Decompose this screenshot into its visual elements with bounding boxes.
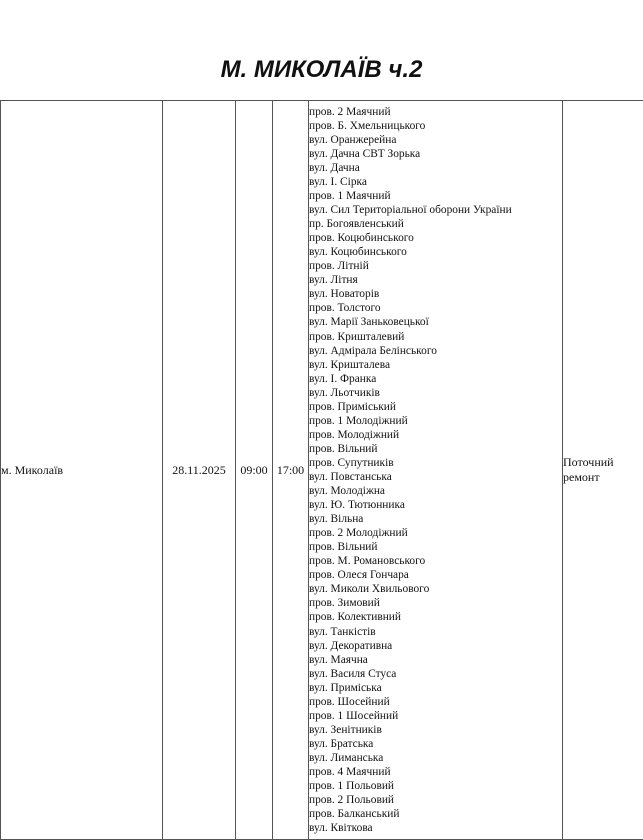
street-item: пров. Молодіжний xyxy=(309,428,400,441)
end-time-cell: 17:00 xyxy=(273,101,309,840)
street-item: пров. Колективний xyxy=(309,611,401,624)
street-item: пров. Приміський xyxy=(309,400,396,413)
street-item: пров. Літній xyxy=(309,260,369,273)
street-item: вул. Квіткова xyxy=(309,822,373,835)
page-title: М. МИКОЛАЇВ ч.2 xyxy=(220,56,423,83)
table-row xyxy=(1,101,643,840)
settlement-cell: м. Миколаїв xyxy=(1,101,163,840)
street-item: вул. Повстанська xyxy=(309,471,392,483)
street-item: вул. І. Франка xyxy=(309,372,377,385)
start-time-cell: 09:00 xyxy=(236,101,273,840)
reason-line-2: ремонт xyxy=(563,470,600,484)
street-item: пров. М. Романовського xyxy=(309,555,426,568)
street-item: пров. 2 Польовий xyxy=(309,794,395,807)
street-item: вул. Оранжерейна xyxy=(309,133,397,146)
street-item: пров. Кришталевий xyxy=(309,330,405,343)
street-item: вул. Дачна СВТ Зорька xyxy=(309,147,421,160)
street-item: вул. Ю. Тютюнника xyxy=(309,499,405,512)
street-item: вул. Льотчиків xyxy=(309,386,380,399)
street-item: вул. Миколи Хвильового xyxy=(309,583,430,596)
reason-cell xyxy=(563,101,643,840)
street-item: вул. Сил Територіальної оборони України xyxy=(309,204,512,217)
street-item: пров. Супутників xyxy=(309,456,394,469)
street-item: вул. Вільна xyxy=(309,513,364,526)
street-item: пров. 1 Молодіжний xyxy=(309,414,408,427)
street-item: вул. Кришталева xyxy=(309,358,391,371)
street-item: пров. 1 Маячний xyxy=(309,190,391,203)
street-item: вул. Коцюбинського xyxy=(309,246,407,259)
street-item: вул. Лиманська xyxy=(309,751,384,764)
street-item: вул. Адмірала Белінського xyxy=(309,344,437,357)
street-item: вул. І. Сірка xyxy=(309,176,367,189)
street-item: пр. Богоявленський xyxy=(309,218,404,231)
street-item: пров. Шосейний xyxy=(309,695,390,708)
street-item: вул. Братська xyxy=(309,737,374,750)
street-item: пров. 1 Польовий xyxy=(309,780,395,793)
street-list xyxy=(309,105,562,835)
street-item: вул. Марії Заньковецької xyxy=(309,316,429,329)
street-item: пров. 1 Шосейний xyxy=(309,709,399,722)
street-item: пров. Б. Хмельницького xyxy=(309,119,426,132)
street-item: вул. Новаторів xyxy=(309,288,380,301)
street-item: вул. Декоративна xyxy=(309,639,393,652)
street-item: вул. Молодіжна xyxy=(309,485,385,498)
streets-cell xyxy=(309,101,563,840)
street-item: вул. Дачна xyxy=(309,161,360,174)
street-item: пров. Зимовий xyxy=(309,597,380,610)
reason-line-1: Поточний xyxy=(563,455,614,469)
street-item: пров. Балканський xyxy=(309,808,400,821)
street-item: пров. Олеся Гончара xyxy=(309,569,409,582)
street-item: пров. 2 Маячний xyxy=(309,105,391,118)
street-item: пров. Коцюбинського xyxy=(309,232,414,245)
street-item: вул. Приміська xyxy=(309,681,382,694)
street-item: вул. Василя Стуса xyxy=(309,667,397,680)
street-item: пров. Вільний xyxy=(309,442,378,455)
street-item: вул. Маячна xyxy=(309,653,368,666)
street-item: пров. Вільний xyxy=(309,541,378,554)
date-cell: 28.11.2025 xyxy=(163,101,236,840)
street-item: пров. 4 Маячний xyxy=(309,765,391,778)
outage-table xyxy=(0,100,643,840)
street-item: вул. Танкістів xyxy=(309,625,376,638)
street-item: пров. Толстого xyxy=(309,302,381,315)
street-item: пров. 2 Молодіжний xyxy=(309,527,408,540)
street-item: вул. Літня xyxy=(309,274,358,287)
street-item: вул. Зенітників xyxy=(309,723,382,736)
